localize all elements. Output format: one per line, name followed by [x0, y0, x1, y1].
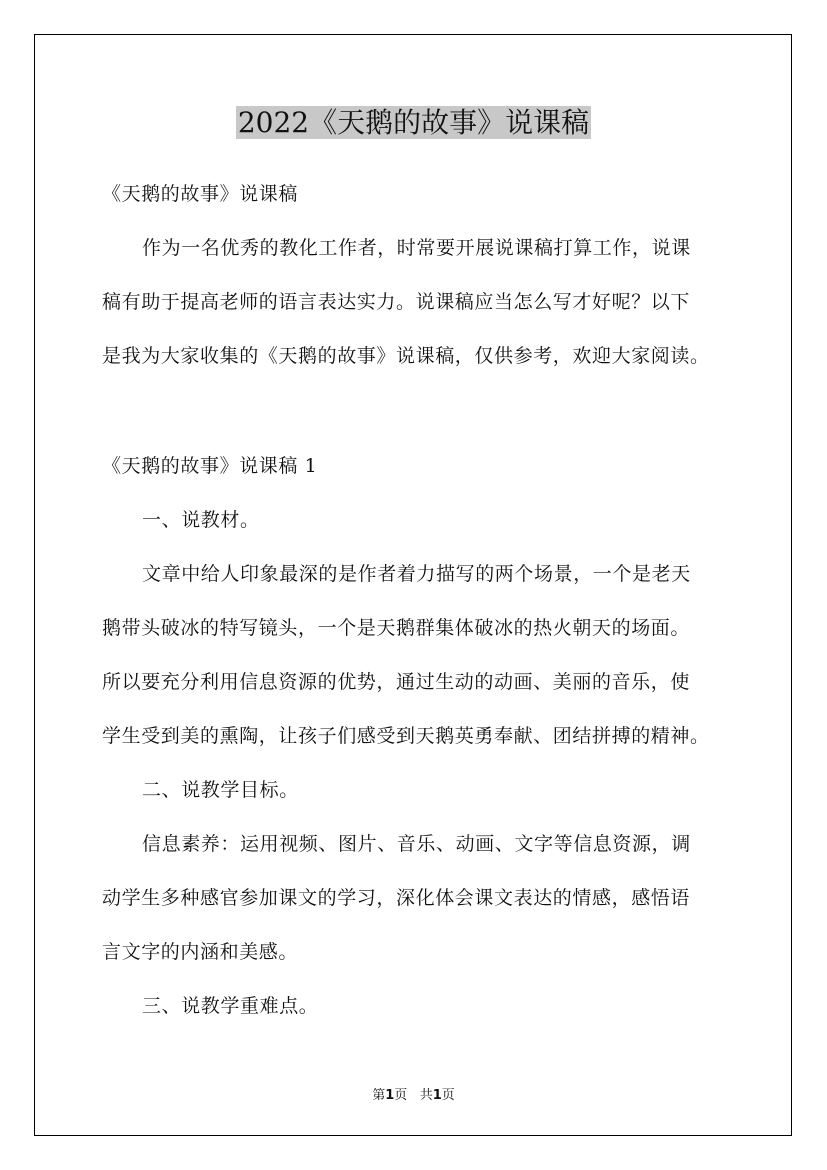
para2-line-3: 言文字的内涵和美感。: [102, 941, 299, 963]
footer-page-suffix: 页: [394, 1088, 408, 1103]
subtitle: 《天鹅的故事》说课稿: [102, 183, 299, 205]
document-title: [0, 102, 827, 143]
para2-line-1: 信息素养：运用视频、图片、音乐、动画、文字等信息资源，调: [142, 833, 691, 855]
heading-teaching-material: 一、说教材。: [142, 509, 260, 531]
footer-total-number: 1: [432, 1088, 442, 1103]
intro-line-2: 稿有助于提高老师的语言表达实力。说课稿应当怎么写才好呢？以下: [102, 291, 691, 313]
page-footer: [0, 1084, 827, 1103]
footer-page-number: 1: [385, 1088, 395, 1103]
para1-line-3: 所以要充分利用信息资源的优势，通过生动的动画、美丽的音乐，使: [102, 671, 691, 693]
section-title: 《天鹅的故事》说课稿 1: [102, 455, 318, 477]
para1-line-4: 学生受到美的熏陶，让孩子们感受到天鹅英勇奉献、团结拼搏的精神。: [102, 725, 710, 747]
intro-line-3: 是我为大家收集的《天鹅的故事》说课稿，仅供参考，欢迎大家阅读。: [102, 345, 710, 367]
footer-page-prefix: 第: [372, 1088, 386, 1103]
para1-line-1: 文章中给人印象最深的是作者着力描写的两个场景，一个是老天: [142, 563, 691, 585]
document-title-text: 2022《天鹅的故事》说课稿: [237, 106, 590, 139]
para1-line-2: 鹅带头破冰的特写镜头，一个是天鹅群集体破冰的热火朝天的场面。: [102, 617, 691, 639]
para2-line-2: 动学生多种感官参加课文的学习，深化体会课文表达的情感，感悟语: [102, 887, 691, 909]
footer-total-suffix: 页: [441, 1088, 455, 1103]
heading-teaching-goals: 二、说教学目标。: [142, 779, 299, 801]
intro-line-1: 作为一名优秀的教化工作者，时常要开展说课稿打算工作，说课: [142, 237, 691, 259]
heading-key-points: 三、说教学重难点。: [142, 995, 319, 1017]
footer-total-prefix: 共: [419, 1088, 433, 1103]
